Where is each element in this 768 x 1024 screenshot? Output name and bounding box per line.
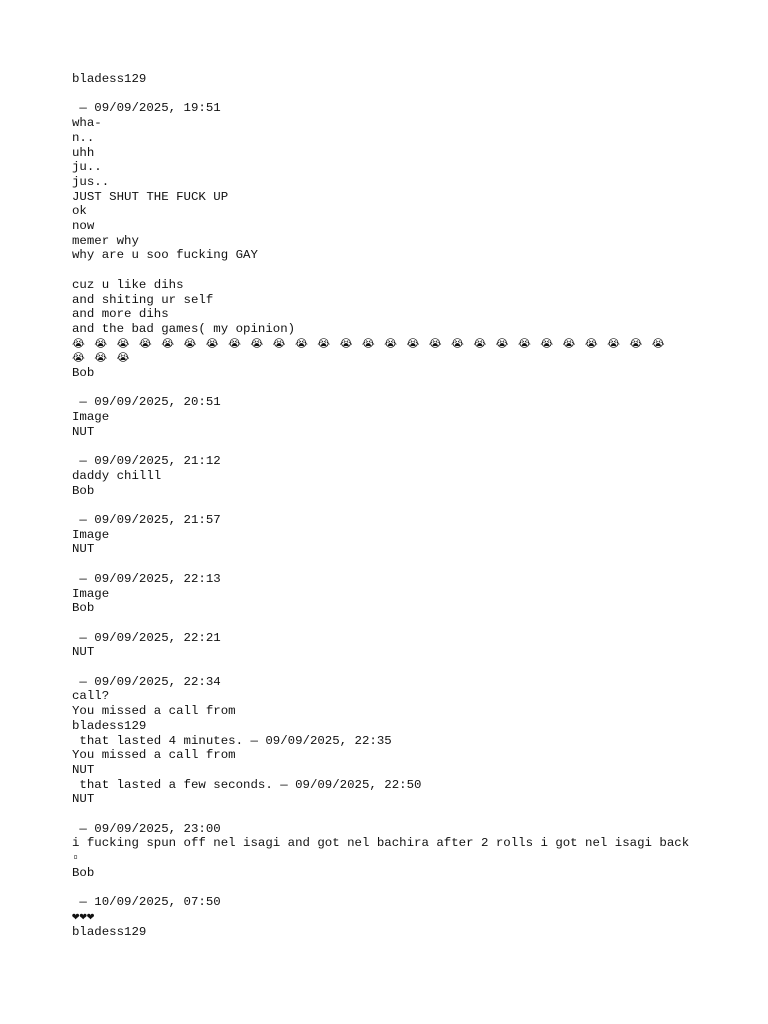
crying-face-icon: 😭 bbox=[584, 336, 598, 350]
message-text: You missed a call from bbox=[72, 748, 236, 763]
message-text: wha- bbox=[72, 116, 102, 131]
message-timestamp: — 10/09/2025, 07:50 bbox=[72, 895, 221, 910]
message-author: NUT bbox=[72, 645, 95, 660]
crying-face-icon: 😭 bbox=[361, 336, 375, 350]
message-text: JUST SHUT THE FUCK UP bbox=[72, 189, 229, 204]
message-text: daddy chilll bbox=[72, 468, 162, 483]
message-author: Bob bbox=[72, 865, 95, 880]
crying-face-icon: 😭 bbox=[94, 336, 108, 350]
crying-face-icon: 😭 bbox=[116, 351, 130, 365]
message-timestamp: — 09/09/2025, 21:57 bbox=[72, 513, 221, 528]
crying-face-icon: 😭 bbox=[451, 336, 464, 350]
crying-face-icon: 😭 bbox=[406, 336, 420, 350]
message-text: ▫ bbox=[72, 851, 80, 866]
message-text: that lasted 4 minutes. — 09/09/2025, 22:35 bbox=[72, 733, 392, 748]
crying-face-icon: 😭 bbox=[629, 336, 643, 350]
message-author: NUT bbox=[72, 424, 95, 439]
crying-face-icon: 😭 bbox=[183, 336, 197, 350]
message-author: bladess129 bbox=[72, 924, 147, 939]
crying-face-icon: 😭 bbox=[495, 336, 509, 350]
message-text: cuz u like dihs bbox=[72, 277, 184, 292]
crying-face-icon: 😭 bbox=[317, 336, 331, 350]
message-text: and the bad games( my opinion) bbox=[72, 321, 296, 336]
crying-face-icon: 😭 bbox=[607, 336, 620, 350]
message-timestamp: — 09/09/2025, 21:12 bbox=[72, 454, 221, 469]
message-text: ok bbox=[72, 204, 87, 219]
crying-face-icon: 😭 bbox=[72, 351, 85, 365]
message-text: You missed a call from bbox=[72, 704, 236, 719]
message-author: Bob bbox=[72, 366, 95, 381]
message-text: Image bbox=[72, 527, 110, 542]
message-author: NUT bbox=[72, 542, 95, 557]
message-timestamp: — 09/09/2025, 22:21 bbox=[72, 630, 221, 645]
message-text: now bbox=[72, 219, 95, 234]
crying-face-icon: 😭 bbox=[161, 336, 175, 350]
blank-line bbox=[72, 440, 722, 455]
blank-line bbox=[72, 87, 722, 102]
emoji-reaction-row bbox=[72, 351, 722, 366]
crying-face-icon: 😭 bbox=[562, 336, 576, 350]
crying-face-icon: 😭 bbox=[517, 336, 531, 350]
crying-face-icon: 😭 bbox=[72, 336, 85, 350]
crying-face-icon: 😭 bbox=[540, 336, 554, 350]
message-text: call? bbox=[72, 689, 110, 704]
blank-line bbox=[72, 807, 722, 822]
message-author: NUT bbox=[72, 792, 95, 807]
chat-transcript bbox=[72, 72, 722, 939]
message-text: that lasted a few seconds. — 09/09/2025, 22:50 bbox=[72, 777, 422, 792]
message-text: uhh bbox=[72, 145, 95, 160]
message-author: Bob bbox=[72, 483, 95, 498]
crying-face-icon: 😭 bbox=[138, 336, 152, 350]
message-timestamp: — 09/09/2025, 20:51 bbox=[72, 395, 221, 410]
message-text: and shiting ur self bbox=[72, 292, 214, 307]
message-text: n.. bbox=[72, 130, 95, 145]
message-text: memer why bbox=[72, 233, 139, 248]
message-timestamp: — 09/09/2025, 23:00 bbox=[72, 821, 221, 836]
crying-face-icon: 😭 bbox=[473, 336, 487, 350]
crying-face-icon: 😭 bbox=[294, 336, 308, 350]
message-text: ju.. bbox=[72, 160, 102, 175]
message-text: i fucking spun off nel isagi and got nel bachira after 2 rolls i got nel isagi back bbox=[72, 836, 690, 851]
blank-line bbox=[72, 660, 722, 675]
message-author: bladess129 bbox=[72, 718, 147, 733]
message-text: and more dihs bbox=[72, 307, 169, 322]
crying-face-icon: 😭 bbox=[384, 336, 398, 350]
blank-line bbox=[72, 557, 722, 572]
message-text: why are u soo fucking GAY bbox=[72, 248, 258, 263]
message-text: Image bbox=[72, 586, 110, 601]
message-timestamp: — 09/09/2025, 22:13 bbox=[72, 571, 221, 586]
emoji-reaction-row bbox=[72, 337, 722, 352]
blank-line bbox=[72, 881, 722, 896]
message-text: ❤❤❤ bbox=[72, 909, 95, 924]
blank-line bbox=[72, 263, 722, 278]
message-text: Image bbox=[72, 410, 110, 425]
message-author: bladess129 bbox=[72, 72, 147, 86]
crying-face-icon: 😭 bbox=[250, 336, 264, 350]
message-author: NUT bbox=[72, 762, 95, 777]
crying-face-icon: 😭 bbox=[272, 336, 286, 350]
crying-face-icon: 😭 bbox=[339, 336, 353, 350]
message-text: jus.. bbox=[72, 174, 110, 189]
message-timestamp: — 09/09/2025, 19:51 bbox=[72, 101, 221, 116]
message-timestamp: — 09/09/2025, 22:34 bbox=[72, 674, 221, 689]
crying-face-icon: 😭 bbox=[228, 336, 241, 350]
crying-face-icon: 😭 bbox=[94, 351, 108, 365]
message-author: Bob bbox=[72, 601, 95, 616]
crying-face-icon: 😭 bbox=[205, 336, 219, 350]
blank-line bbox=[72, 498, 722, 513]
blank-line bbox=[72, 616, 722, 631]
blank-line bbox=[72, 381, 722, 396]
crying-face-icon: 😭 bbox=[428, 336, 442, 350]
crying-face-icon: 😭 bbox=[651, 336, 665, 350]
crying-face-icon: 😭 bbox=[116, 336, 130, 350]
